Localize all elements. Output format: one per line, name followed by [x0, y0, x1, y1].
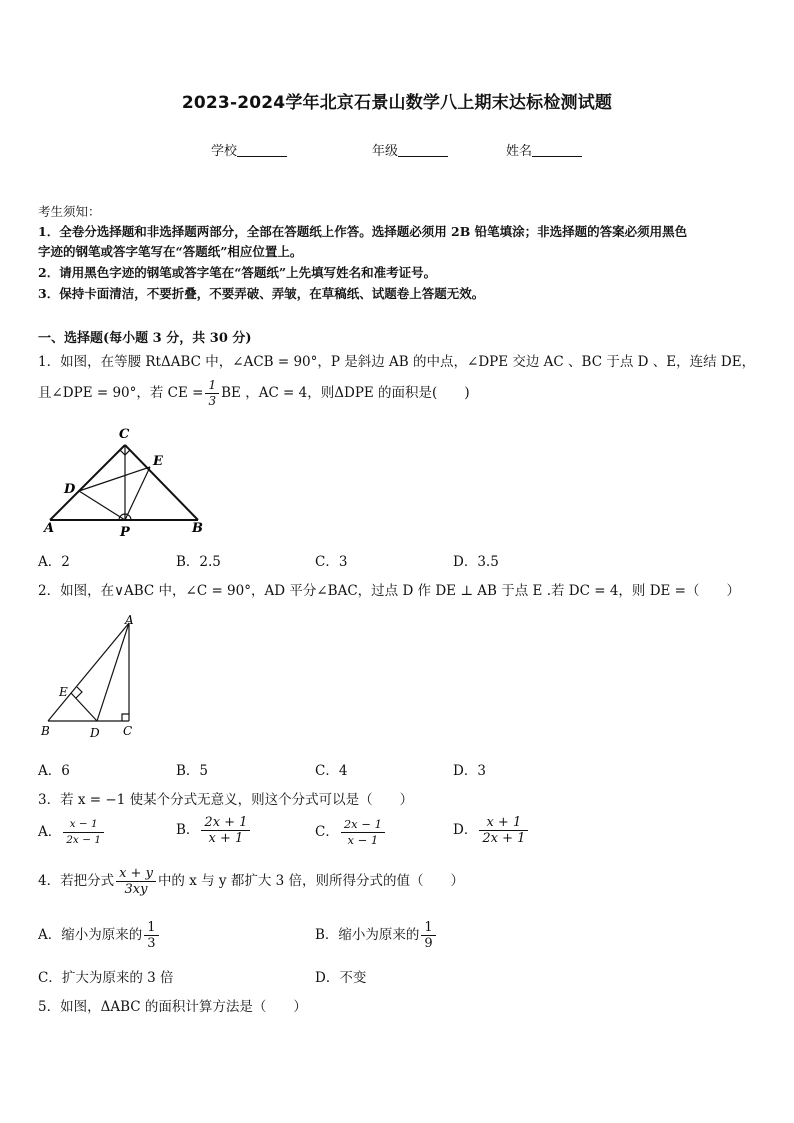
fraction: $\frac{x + y}{3xy}$ — [116, 866, 156, 897]
label-E: E — [59, 685, 68, 699]
note-line: 1．全卷分选择题和非选择题两部分，全部在答题纸上作答。选择题必须用 2B 铅笔填涂；非选择题的答案必须用黑色 — [38, 224, 688, 239]
label-A: A — [125, 613, 134, 627]
q2-option-a: A．6 — [38, 763, 70, 779]
label-A: A — [44, 521, 55, 536]
fraction: $\frac{x + 1}{2x + 1}$ — [479, 815, 528, 846]
school-blank — [237, 144, 287, 157]
question-1-line2 — [38, 378, 768, 409]
fraction: $\frac{1}{9}$ — [421, 920, 435, 951]
question-1-text-a: 且∠DPE = 90°，若 CE = — [38, 385, 204, 401]
note-line: 2．请用黑色字迹的钢笔或答字笔在“答题纸”上先填写姓名和准考证号。 — [38, 265, 437, 280]
fraction: $\frac{1}{3}$ — [144, 920, 158, 951]
label-E: E — [153, 454, 163, 469]
q2-option-d: D．3 — [453, 763, 486, 779]
label-D: D — [64, 482, 76, 497]
q4-option-a: A．缩小为原来的 $\frac{1}{3}$ — [38, 920, 161, 951]
q1-option-b: B．2.5 — [176, 554, 221, 570]
fraction: $\frac{2x - 1}{x - 1}$ — [341, 817, 385, 848]
notes-title: 考生须知： — [38, 204, 101, 219]
q1-option-c: C．3 — [315, 554, 348, 570]
label-D: D — [90, 726, 100, 740]
q4-option-d: D．不变 — [315, 970, 367, 986]
label-C: C — [123, 724, 133, 738]
question-1-line1: 1．如图，在等腰 RtΔABC 中，∠ACB = 90°，P 是斜边 AB 的中点，∠DPE 交边 AC 、BC 于点 D 、E，连结 DE， — [38, 354, 756, 370]
school-field — [211, 140, 287, 159]
question-1-text-b: BE ，AC = 4，则ΔDPE 的面积是( ) — [221, 385, 470, 401]
q2-option-c: C．4 — [315, 763, 348, 779]
label-C: C — [119, 427, 130, 442]
q3-option-a: A． $\frac{x - 1}{2x - 1}$ — [38, 817, 106, 848]
label-B: B — [192, 521, 203, 536]
q3-option-b: B． $\frac{2x + 1}{x + 1}$ — [176, 815, 252, 846]
question-2-figure — [38, 612, 148, 742]
note-line: 3．保持卡面清洁，不要折叠，不要弄破、弄皱，在草稿纸、试题卷上答题无效。 — [38, 286, 485, 301]
name-field — [506, 140, 582, 159]
school-label: 学校 — [211, 144, 238, 159]
note-line: 字迹的钢笔或答字笔写在“答题纸”相应位置上。 — [38, 244, 303, 259]
fraction: $\frac{1}{3}$ — [205, 378, 219, 409]
question-5-text: 5．如图，ΔABC 的面积计算方法是（ ） — [38, 999, 307, 1015]
q4-option-c: C．扩大为原来的 3 倍 — [38, 970, 174, 986]
page-title: 2023-2024学年北京石景山数学八上期末达标检测试题 — [181, 93, 613, 113]
grade-blank — [398, 144, 448, 157]
question-1-figure — [38, 420, 218, 545]
grade-label: 年级 — [372, 144, 399, 159]
q4-option-b: B．缩小为原来的 $\frac{1}{9}$ — [315, 920, 438, 951]
grade-field — [372, 140, 448, 159]
q1-option-a: A．2 — [38, 554, 70, 570]
q2-option-b: B．5 — [176, 763, 209, 779]
section-heading: 一、选择题(每小题 3 分，共 30 分) — [38, 331, 252, 346]
question-3-text: 3．若 x = −1 使某个分式无意义，则这个分式可以是（ ） — [38, 792, 414, 808]
label-B: B — [41, 724, 50, 738]
q1-option-d: D．3.5 — [453, 554, 499, 570]
q3-option-c: C． $\frac{2x - 1}{x - 1}$ — [315, 817, 387, 848]
name-label: 姓名 — [506, 144, 533, 159]
question-4-text: 4．若把分式 $\frac{x + y}{3xy}$ 中的 x 与 y 都扩大 3 倍，则所得分式的值（ ） — [38, 866, 465, 897]
q3-option-d: D． $\frac{x + 1}{2x + 1}$ — [453, 815, 530, 846]
fraction: $\frac{x - 1}{2x - 1}$ — [63, 817, 104, 848]
fraction: $\frac{2x + 1}{x + 1}$ — [201, 815, 250, 846]
question-2-text: 2．如图，在∨ABC 中，∠C = 90°，AD 平分∠BAC，过点 D 作 DE ⊥ AB 于点 E .若 DC = 4，则 DE =（ ） — [38, 583, 740, 599]
label-P: P — [120, 525, 130, 540]
name-blank — [532, 144, 582, 157]
